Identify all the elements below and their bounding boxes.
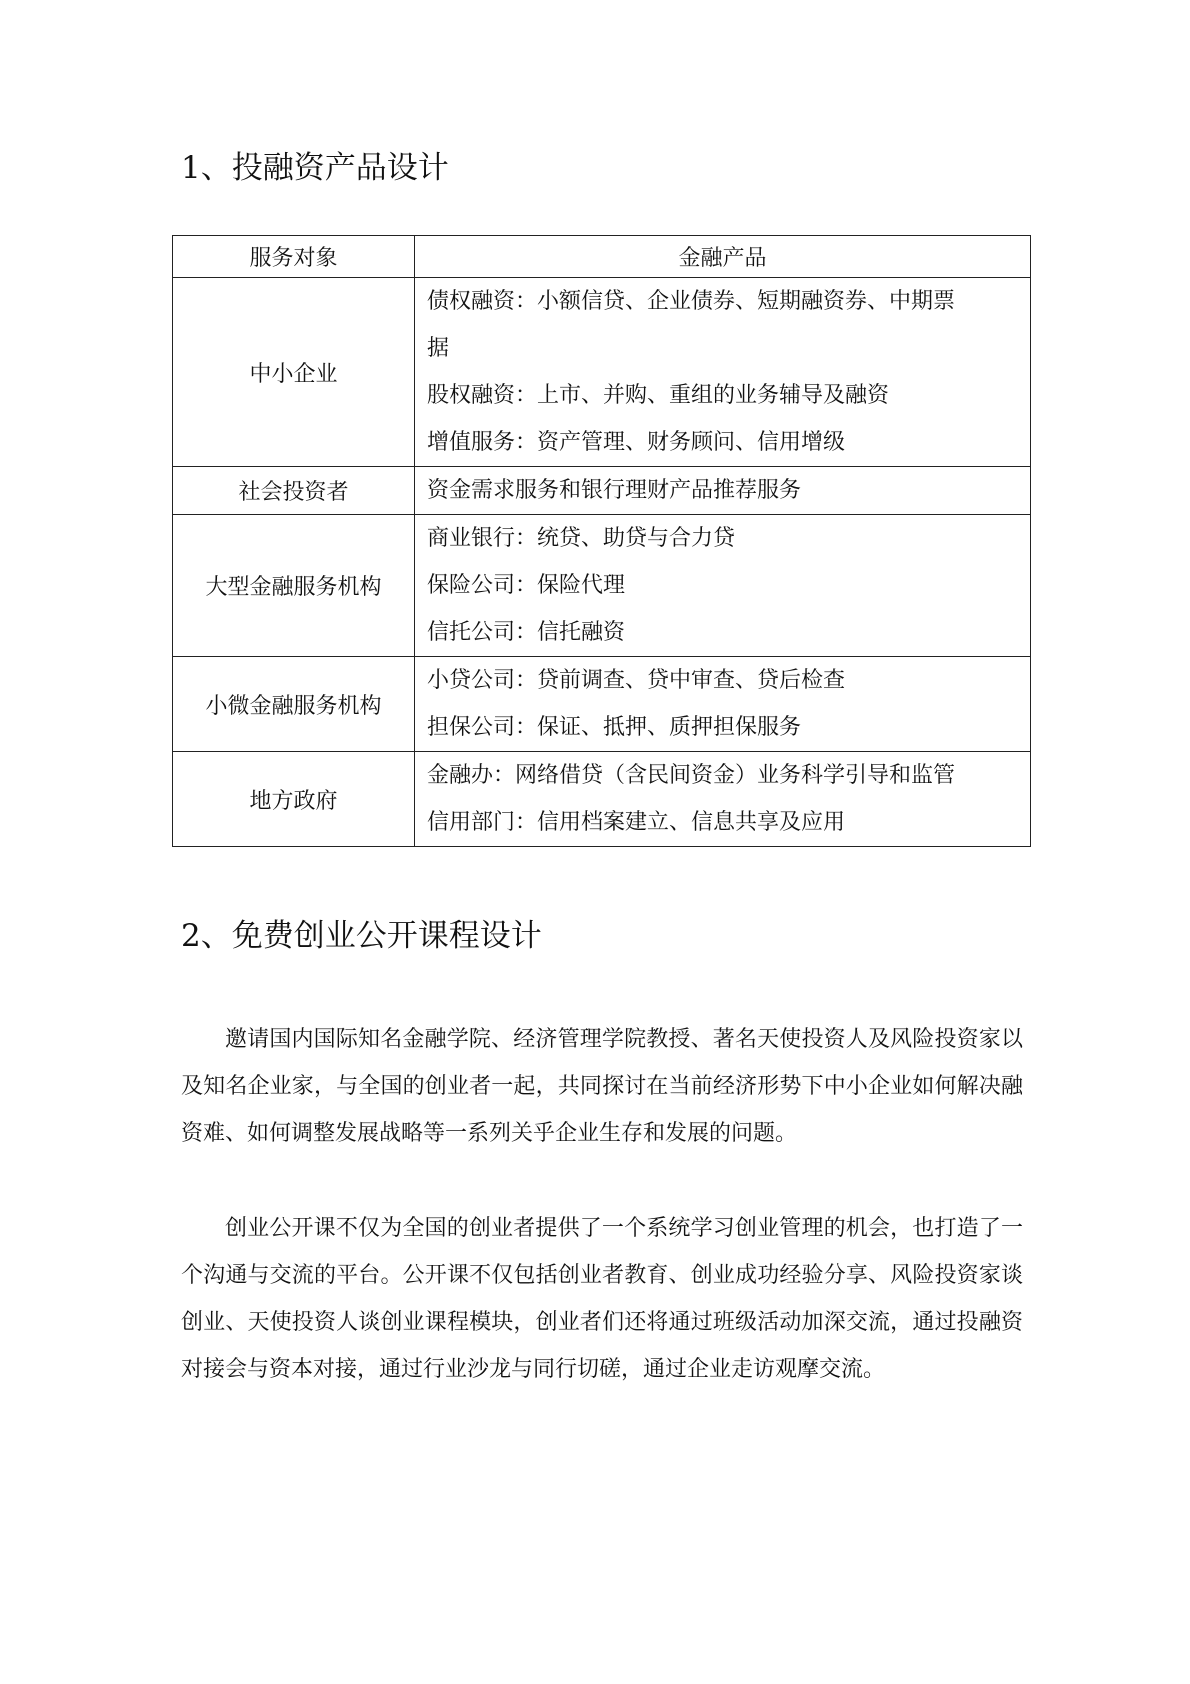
product-line: 保险公司：保险代理 bbox=[427, 573, 626, 598]
table-row bbox=[173, 752, 1031, 847]
table-header-row bbox=[173, 236, 1031, 278]
financial-products-table bbox=[172, 235, 1031, 847]
products-cell bbox=[415, 515, 1031, 657]
section-1-heading: 1、投融资产品设计 bbox=[181, 150, 449, 186]
section-2-heading: 2、免费创业公开课程设计 bbox=[181, 918, 542, 954]
product-line: 信用部门：信用档案建立、信息共享及应用 bbox=[427, 810, 846, 835]
table-row bbox=[173, 467, 1031, 515]
table-row bbox=[173, 515, 1031, 657]
table-row bbox=[173, 278, 1031, 467]
header-financial-products: 金融产品 bbox=[415, 236, 1031, 278]
service-target-cell: 社会投资者 bbox=[173, 467, 415, 515]
products-cell bbox=[415, 752, 1031, 847]
service-target-cell: 小微金融服务机构 bbox=[173, 657, 415, 752]
products-cell bbox=[415, 467, 1031, 515]
product-line: 资金需求服务和银行理财产品推荐服务 bbox=[427, 478, 802, 503]
paragraph: 邀请国内国际知名金融学院、经济管理学院教授、著名天使投资人及风险投资家以及知名企业家，与全国的创业者一起，共同探讨在当前经济形势下中小企业如何解决融资难、如何调整发展战略等一系列关乎企业生存和发展的问题。 bbox=[181, 1027, 1023, 1146]
service-target-cell: 中小企业 bbox=[173, 278, 415, 467]
service-target-cell: 大型金融服务机构 bbox=[173, 515, 415, 657]
product-line: 小贷公司：贷前调查、贷中审查、贷后检查 bbox=[427, 668, 846, 693]
header-service-target: 服务对象 bbox=[173, 236, 415, 278]
service-target-cell: 地方政府 bbox=[173, 752, 415, 847]
products-cell bbox=[415, 278, 1031, 467]
products-cell bbox=[415, 657, 1031, 752]
product-line: 信托公司：信托融资 bbox=[427, 620, 626, 645]
product-line: 据 bbox=[427, 336, 450, 361]
table-row bbox=[173, 657, 1031, 752]
product-line: 金融办：网络借贷（含民间资金）业务科学引导和监管 bbox=[427, 763, 956, 788]
product-line: 股权融资：上市、并购、重组的业务辅导及融资 bbox=[427, 383, 890, 408]
product-line: 增值服务：资产管理、财务顾问、信用增级 bbox=[427, 430, 846, 455]
product-line: 商业银行：统贷、助贷与合力贷 bbox=[427, 526, 736, 551]
product-line: 债权融资：小额信贷、企业债券、短期融资券、中期票 bbox=[427, 289, 956, 314]
paragraph: 创业公开课不仅为全国的创业者提供了一个系统学习创业管理的机会，也打造了一个沟通与交流的平台。公开课不仅包括创业者教育、创业成功经验分享、风险投资家谈创业、天使投资人谈创业课程模块，创业者们还将通过班级活动加深交流，通过投融资对接会与资本对接，通过行业沙龙与同行切磋，通过企业走访观摩交流。 bbox=[181, 1216, 1023, 1382]
product-line: 担保公司：保证、抵押、质押担保服务 bbox=[427, 715, 802, 740]
